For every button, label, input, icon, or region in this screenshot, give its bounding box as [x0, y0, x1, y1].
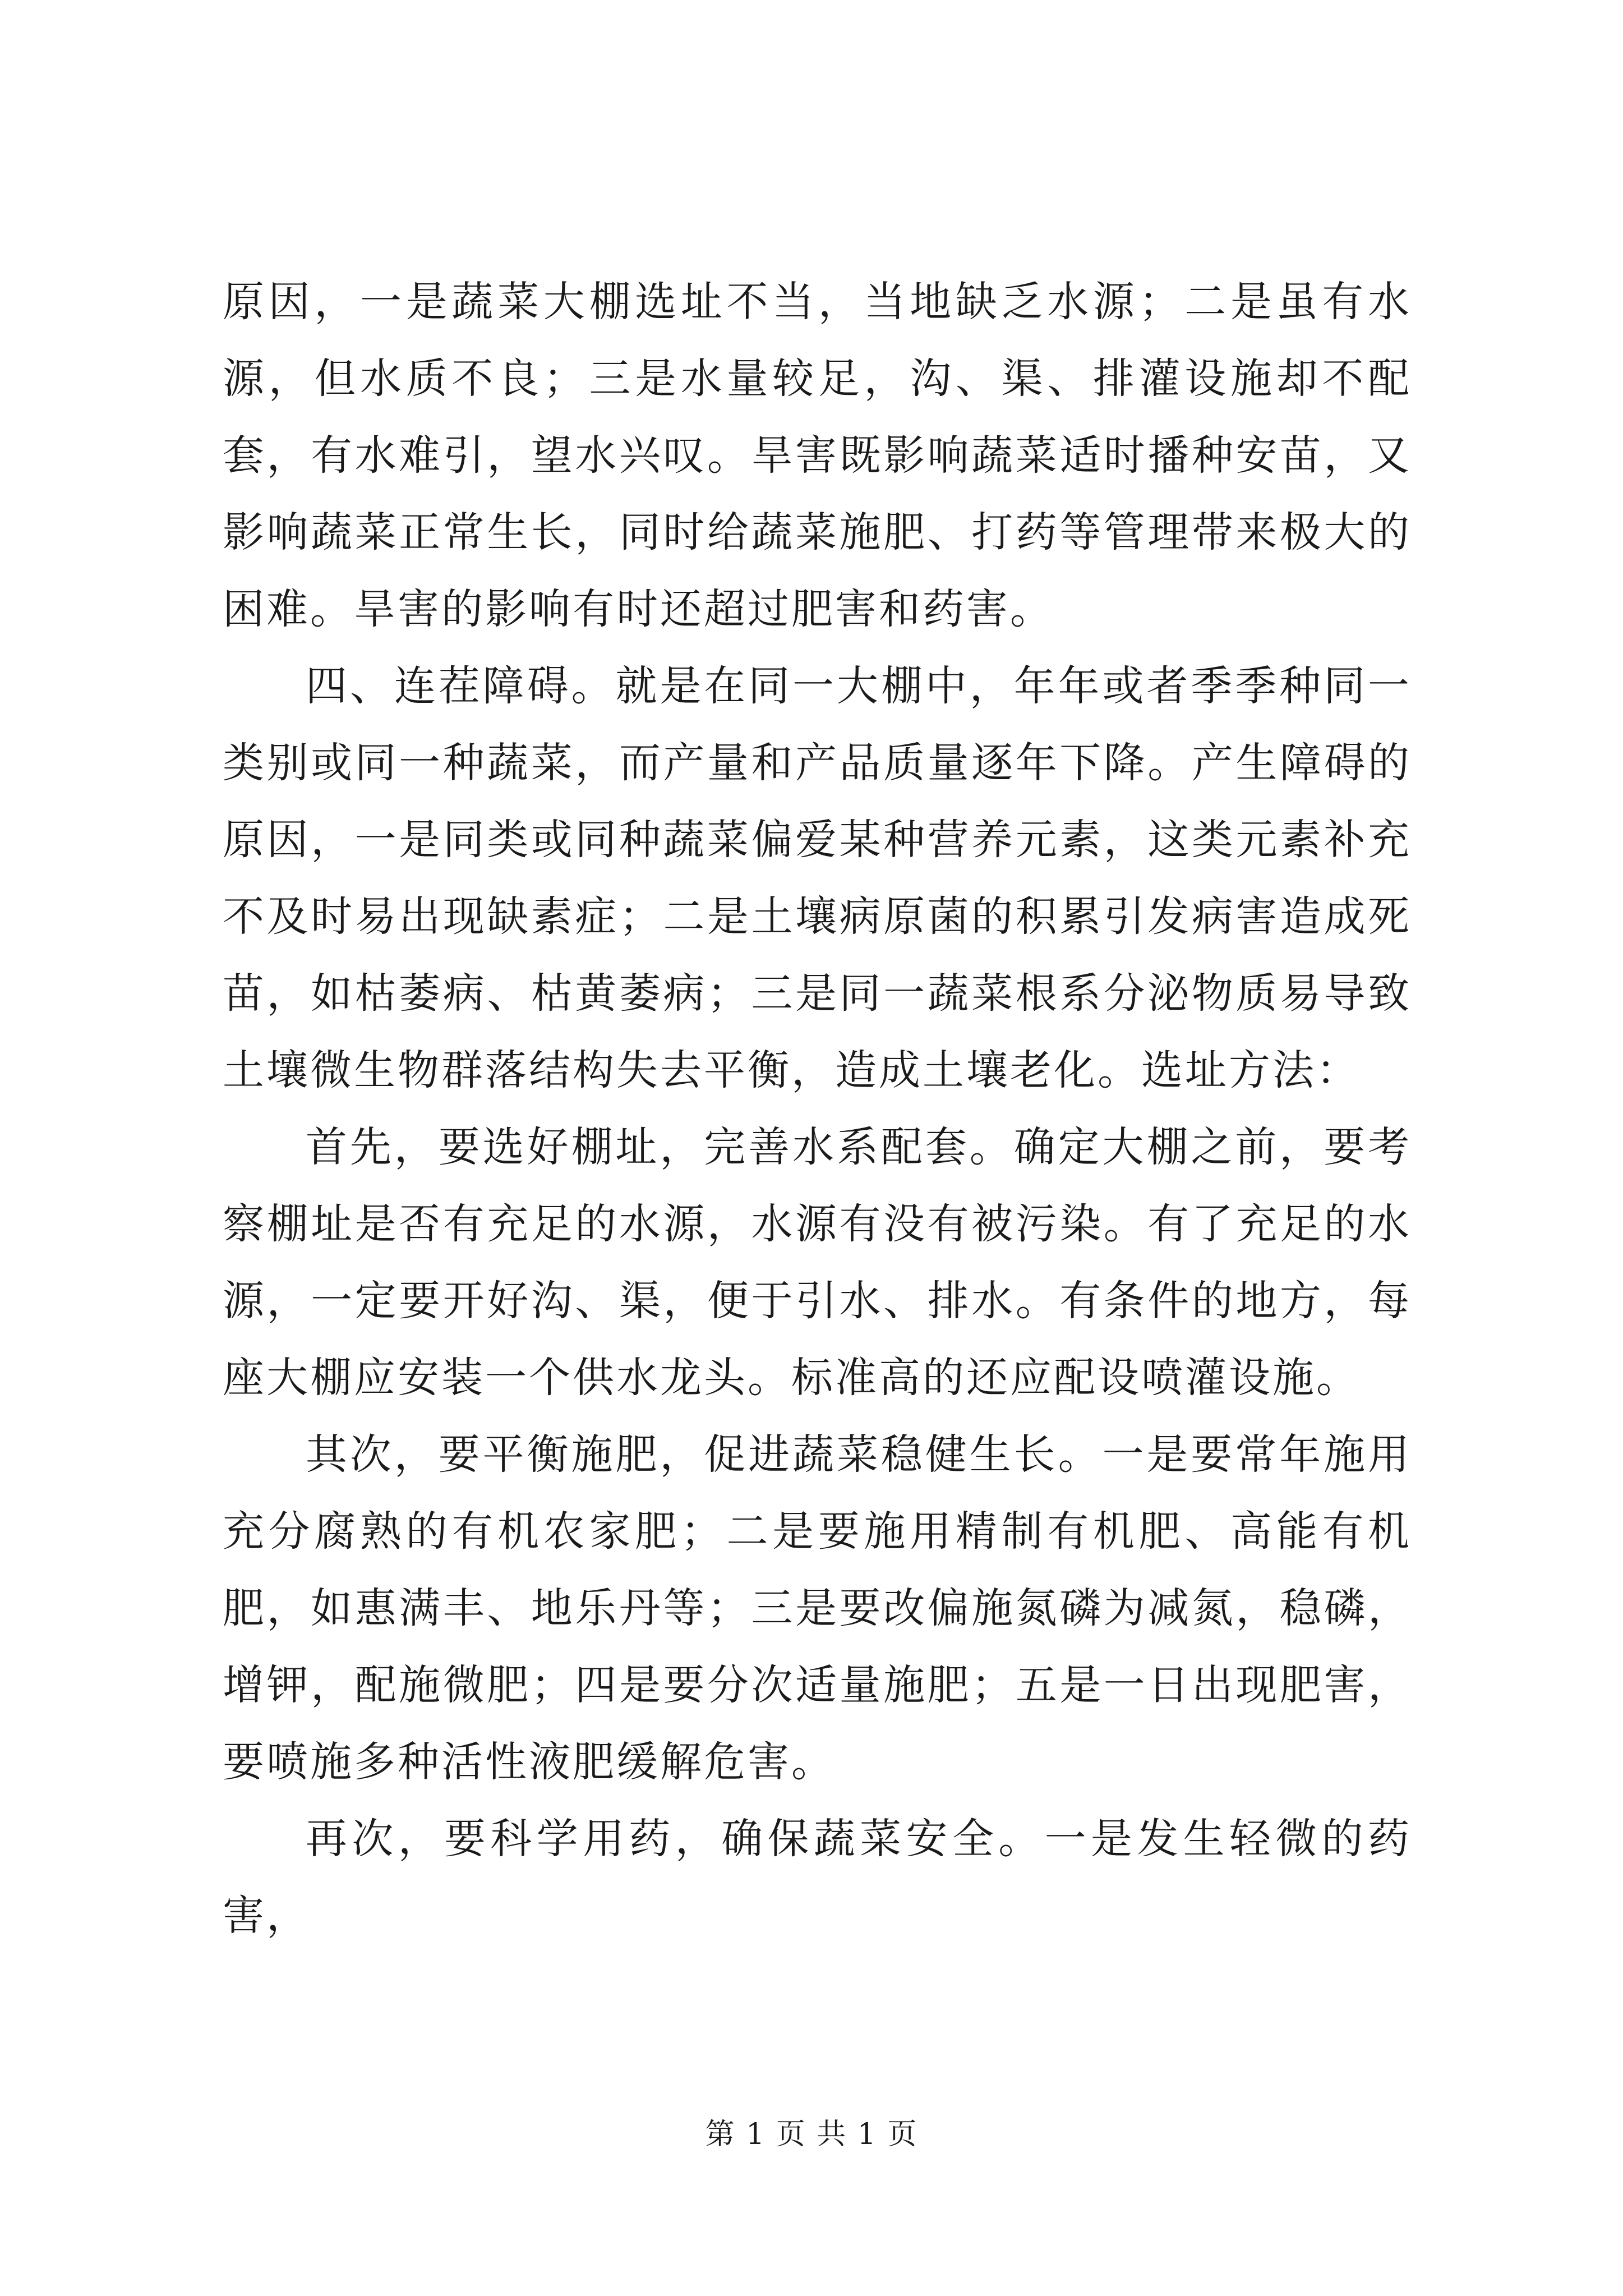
- paragraph-continuous-cropping: 四、连茬障碍。就是在同一大棚中，年年或者季季种同一类别或同一种蔬菜，而产量和产品质量逐年下降。产生障碍的原因，一是同类或同种蔬菜偏爱某种营养元素，这类元素补充不及时易出现缺素症；二是土壤病原菌的积累引发病害造成死苗，如枯萎病、枯黄萎病；三是同一蔬菜根系分泌物质易导致土壤微生物群落结构失去平衡，造成土壤老化。选址方法：: [223, 662, 1412, 1094]
- paragraph-first-site-selection: 首先，要选好棚址，完善水系配套。确定大棚之前，要考察棚址是否有充足的水源，水源有没有被污染。有了充足的水源，一定要开好沟、渠，便于引水、排水。有条件的地方，每座大棚应安装一个供水龙头。标准高的还应配设喷灌设施。: [223, 1123, 1412, 1402]
- page-footer: 第 1 页 共 1 页: [705, 2118, 918, 2151]
- document-body: [223, 264, 1412, 1954]
- paragraph-third-pesticide: 再次，要科学用药，确保蔬菜安全。一是发生轻微的药害，: [223, 1815, 1412, 1940]
- paragraph-continuation: 原因，一是蔬菜大棚选址不当，当地缺乏水源；二是虽有水源，但水质不良；三是水量较足，沟、渠、排灌设施却不配套，有水难引，望水兴叹。旱害既影响蔬菜适时播种安苗，又影响蔬菜正常生长，同时给蔬菜施肥、打药等管理带来极大的困难。旱害的影响有时还超过肥害和药害。: [223, 278, 1412, 633]
- paragraph-second-fertilization: 其次，要平衡施肥，促进蔬菜稳健生长。一是要常年施用充分腐熟的有机农家肥；二是要施用精制有机肥、高能有机肥，如惠满丰、地乐丹等；三是要改偏施氮磷为减氮，稳磷，增钾，配施微肥；四是要分次适量施肥；五是一日出现肥害，要喷施多种活性液肥缓解危害。: [223, 1430, 1412, 1786]
